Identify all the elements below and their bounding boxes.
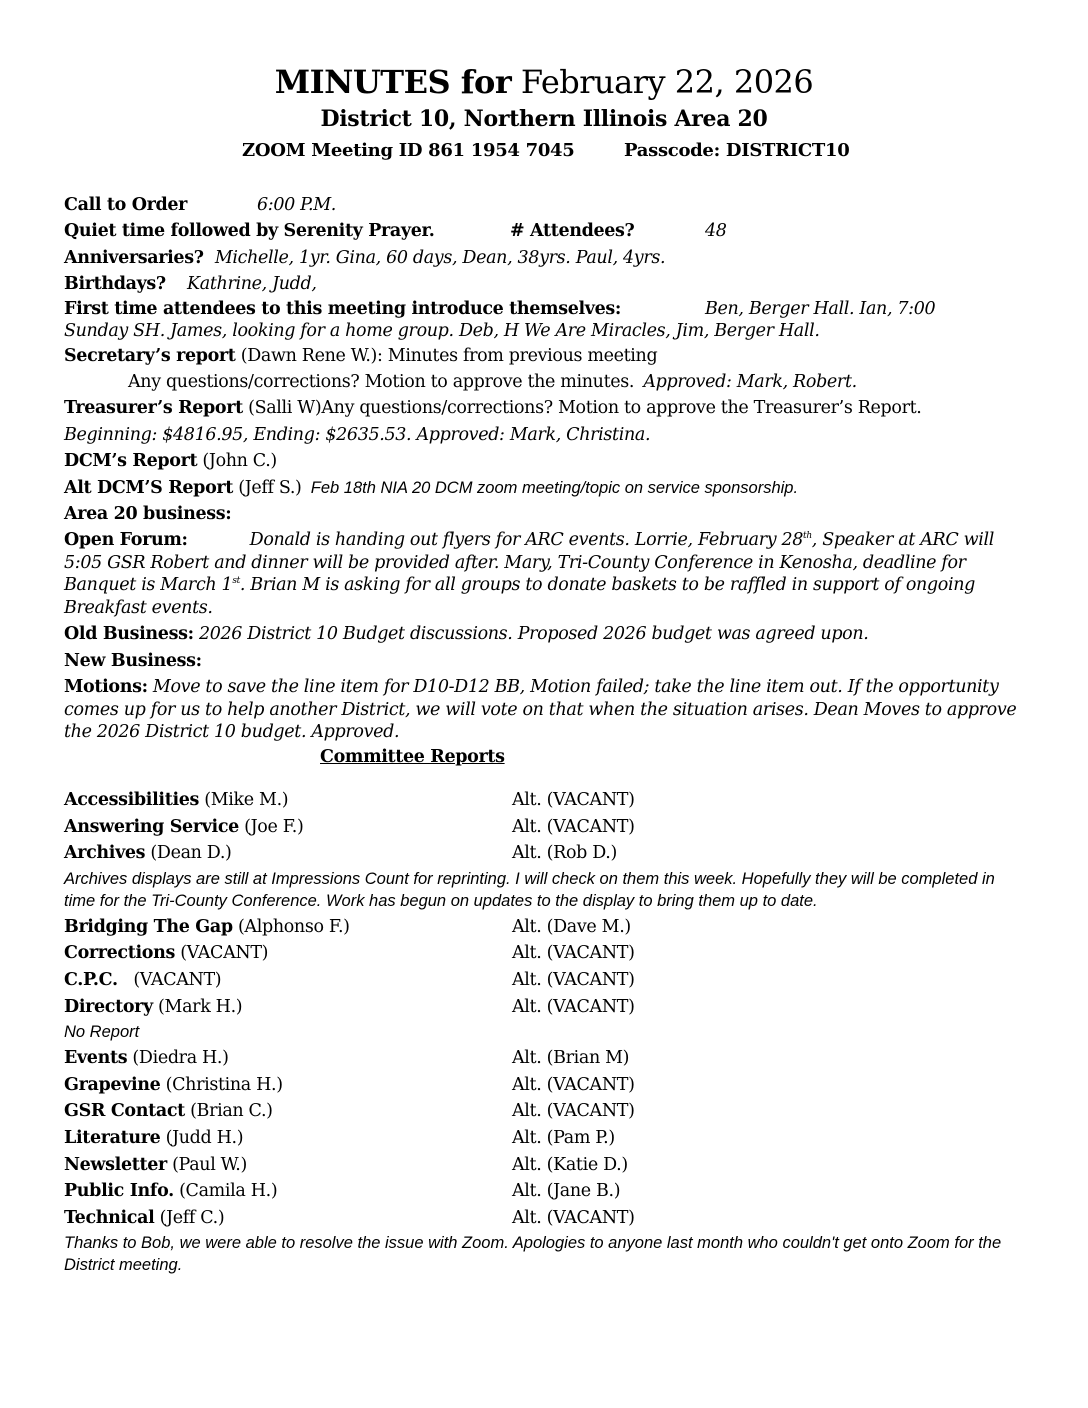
committee-chair: (Alphonso F.) — [237, 916, 350, 937]
committee-chair: (Brian C.) — [190, 1101, 273, 1122]
committee-alternate: Alt. (VACANT) — [512, 996, 635, 1017]
zoom-info — [242, 139, 850, 163]
district-subtitle: District 10, Northern Illinois Area 20 — [320, 106, 768, 132]
first-time-value-2: Sunday SH. James, looking for a home group. Deb, H We Are Miracles, Jim, Berger Hall. — [64, 320, 820, 341]
open-forum — [64, 529, 1024, 619]
dcm-label: DCM’s Report — [64, 451, 198, 472]
committee-chair: (Paul W.) — [172, 1154, 247, 1175]
call-to-order-label: Call to Order — [64, 195, 188, 215]
anniversaries-label: Anniversaries? — [64, 247, 204, 268]
committee-name: Bridging The Gap — [64, 916, 233, 937]
committee-row — [64, 814, 1024, 841]
committee-chair: (Mark H.) — [158, 996, 243, 1017]
committee-reports-heading: Committee Reports — [320, 746, 505, 767]
committee-chair: (Camila H.) — [179, 1181, 278, 1202]
committee-name: Directory — [64, 996, 153, 1017]
committee-chair: (Judd H.) — [165, 1127, 244, 1148]
committee-row — [64, 840, 1024, 867]
committee-alternate: Alt. (VACANT) — [512, 789, 635, 810]
open-forum-sup-b: st — [232, 576, 240, 587]
treasurer-label: Treasurer’s Report — [64, 398, 243, 419]
committee-chair: (VACANT) — [122, 969, 222, 990]
dcm-report — [64, 448, 1024, 474]
open-forum-label: Open Forum: — [64, 530, 188, 551]
committee-chair: (Mike M.) — [204, 789, 289, 810]
committee-alternate: Alt. (VACANT) — [512, 1101, 635, 1122]
secretary-text: (Dawn Rene W.): Minutes from previous meeting — [240, 345, 658, 366]
page-title — [0, 62, 1088, 102]
committee-row — [64, 940, 1024, 967]
old-business-text: 2026 District 10 Budget discussions. Proposed 2026 budget was agreed upon. — [198, 624, 869, 645]
birthdays-label: Birthdays? — [64, 274, 166, 295]
call-to-order — [64, 192, 1024, 218]
committee-row — [64, 1072, 1024, 1099]
committee-alternate: Alt. (VACANT) — [512, 943, 635, 964]
minutes-body — [64, 192, 1024, 1278]
open-forum-text-b: , Speaker at ARC will 5:05 GSR Robert and dinner will be provided after. Mary, Tri-County Conference in Kenosha, deadline for Banquet is March 1 — [64, 530, 994, 596]
motions-text: Move to save the line item for D10-D12 BB, Motion failed; take the line item out. If the opportunity comes up for us to help another District, we will vote on that when the situation arises. Dean Moves to approve the 2026 District 10 budget. Approved. — [64, 677, 1017, 743]
open-forum-text-c: . Brian M is asking for all groups to donate baskets to be raffled in support of ongoing Breakfast events. — [64, 575, 975, 618]
quiet-time-label: Quiet time followed by Serenity Prayer. — [64, 221, 435, 242]
zoom-meeting-id: ZOOM Meeting ID 861 1954 7045 — [242, 140, 575, 161]
committee-alternate: Alt. (Dave M.) — [512, 916, 631, 937]
committee-row — [64, 1045, 1024, 1072]
alt-dcm-report — [64, 475, 1024, 501]
committee-name: Public Info. — [64, 1181, 174, 1202]
committee-alternate: Alt. (VACANT) — [512, 1207, 635, 1228]
secretary-approval — [64, 369, 1024, 395]
first-time-attendees — [64, 298, 1024, 321]
old-business-label: Old Business: — [64, 624, 194, 645]
committee-row — [64, 1205, 1024, 1232]
committee-chair: (VACANT) — [180, 943, 269, 964]
committee-row — [64, 1178, 1024, 1205]
attendees-count: 48 — [705, 221, 727, 242]
committee-name: Archives — [64, 843, 146, 864]
call-to-order-time: 6:00 P.M. — [257, 195, 336, 215]
secretary-approved: Approved: Mark, Robert. — [643, 371, 857, 392]
committee-note: No Report — [64, 1023, 140, 1042]
committee-name: Technical — [64, 1207, 155, 1228]
committee-name: Literature — [64, 1127, 161, 1148]
committee-alternate: Alt. (VACANT) — [512, 1074, 635, 1095]
open-forum-text — [64, 530, 994, 618]
committee-alternate: Alt. (Jane B.) — [512, 1181, 621, 1202]
first-time-label: First time attendees to this meeting introduce themselves: — [64, 298, 622, 319]
old-business — [64, 621, 1024, 647]
committee-note: Archives displays are still at Impressions Count for reprinting. I will check on them this week. Hopefully they will be completed in time for the Tri-County Conference. Work has begun on updates to the display to bring them up to date. — [64, 869, 995, 910]
committee-alternate: Alt. (Brian M) — [512, 1048, 630, 1069]
committee-name: C.P.C. — [64, 969, 118, 990]
committee-name: GSR Contact — [64, 1101, 185, 1122]
new-business: New Business: — [64, 650, 202, 671]
committee-row — [64, 914, 1024, 941]
open-forum-sup-a: th — [803, 531, 812, 542]
committee-alternate: Alt. (Katie D.) — [512, 1154, 628, 1175]
committee-chair: (Diedra H.) — [132, 1048, 229, 1069]
committee-name: Accessibilities — [64, 789, 200, 810]
anniversaries-value: Michelle, 1yr. Gina, 60 days, Dean, 38yrs. Paul, 4yrs. — [214, 247, 666, 268]
birthdays — [64, 271, 1024, 297]
treasurer-text: (Salli W)Any questions/corrections? Motion to approve the Treasurer’s Report. — [248, 398, 922, 419]
committee-alternate: Alt. (VACANT) — [512, 816, 635, 837]
open-forum-text-a: Donald is handing out flyers for ARC events. Lorrie, February 28 — [249, 530, 804, 551]
committee-name: Answering Service — [64, 816, 239, 837]
committee-row — [64, 994, 1024, 1021]
first-time-value-1: Ben, Berger Hall. Ian, 7:00 — [705, 298, 936, 319]
committee-list — [64, 787, 1024, 1276]
committee-row — [64, 1152, 1024, 1179]
alt-dcm-note: Feb 18th NIA 20 DCM zoom meeting/topic on service sponsorship. — [310, 478, 799, 497]
committee-chair: (Dean D.) — [150, 843, 232, 864]
committee-name: Events — [64, 1048, 128, 1069]
zoom-passcode: Passcode: DISTRICT10 — [624, 140, 850, 161]
secretary-question: Any questions/corrections? Motion to approve the minutes. — [128, 371, 635, 392]
birthdays-value: Kathrine, Judd, — [187, 274, 317, 295]
committee-row — [64, 1098, 1024, 1125]
alt-dcm-label: Alt DCM’S Report — [64, 477, 233, 498]
secretary-report — [64, 343, 1024, 369]
committee-alternate: Alt. (VACANT) — [512, 969, 635, 990]
anniversaries — [64, 245, 1024, 271]
committee-row — [64, 1125, 1024, 1152]
treasurer-values: Beginning: $4816.95, Ending: $2635.53. Approved: Mark, Christina. — [64, 424, 651, 445]
attendees-label: # Attendees? — [510, 221, 635, 242]
treasurer-report — [64, 395, 1024, 421]
dcm-text: (John C.) — [202, 451, 277, 472]
alt-dcm-text: (Jeff S.) — [238, 477, 302, 498]
committee-alternate: Alt. (Rob D.) — [512, 843, 617, 864]
quiet-time — [64, 218, 1024, 244]
title-date: February 22, 2026 — [520, 63, 814, 101]
committee-name: Corrections — [64, 943, 175, 964]
motions — [64, 676, 1024, 744]
secretary-label: Secretary’s report — [64, 345, 236, 366]
area20-business: Area 20 business: — [64, 503, 232, 524]
committee-row — [64, 967, 1024, 994]
committee-name: Grapevine — [64, 1074, 161, 1095]
committee-chair: (Jeff C.) — [159, 1207, 225, 1228]
committee-chair: (Christina H.) — [165, 1074, 283, 1095]
committee-note: Thanks to Bob, we were able to resolve the issue with Zoom. Apologies to anyone last month who couldn't get onto Zoom for the District meeting. — [64, 1234, 1002, 1275]
motions-label: Motions: — [64, 677, 148, 698]
committee-row — [64, 787, 1024, 814]
committee-alternate: Alt. (Pam P.) — [512, 1127, 615, 1148]
committee-chair: (Joe F.) — [244, 816, 304, 837]
committee-name: Newsletter — [64, 1154, 167, 1175]
title-label: MINUTES for — [274, 63, 512, 101]
